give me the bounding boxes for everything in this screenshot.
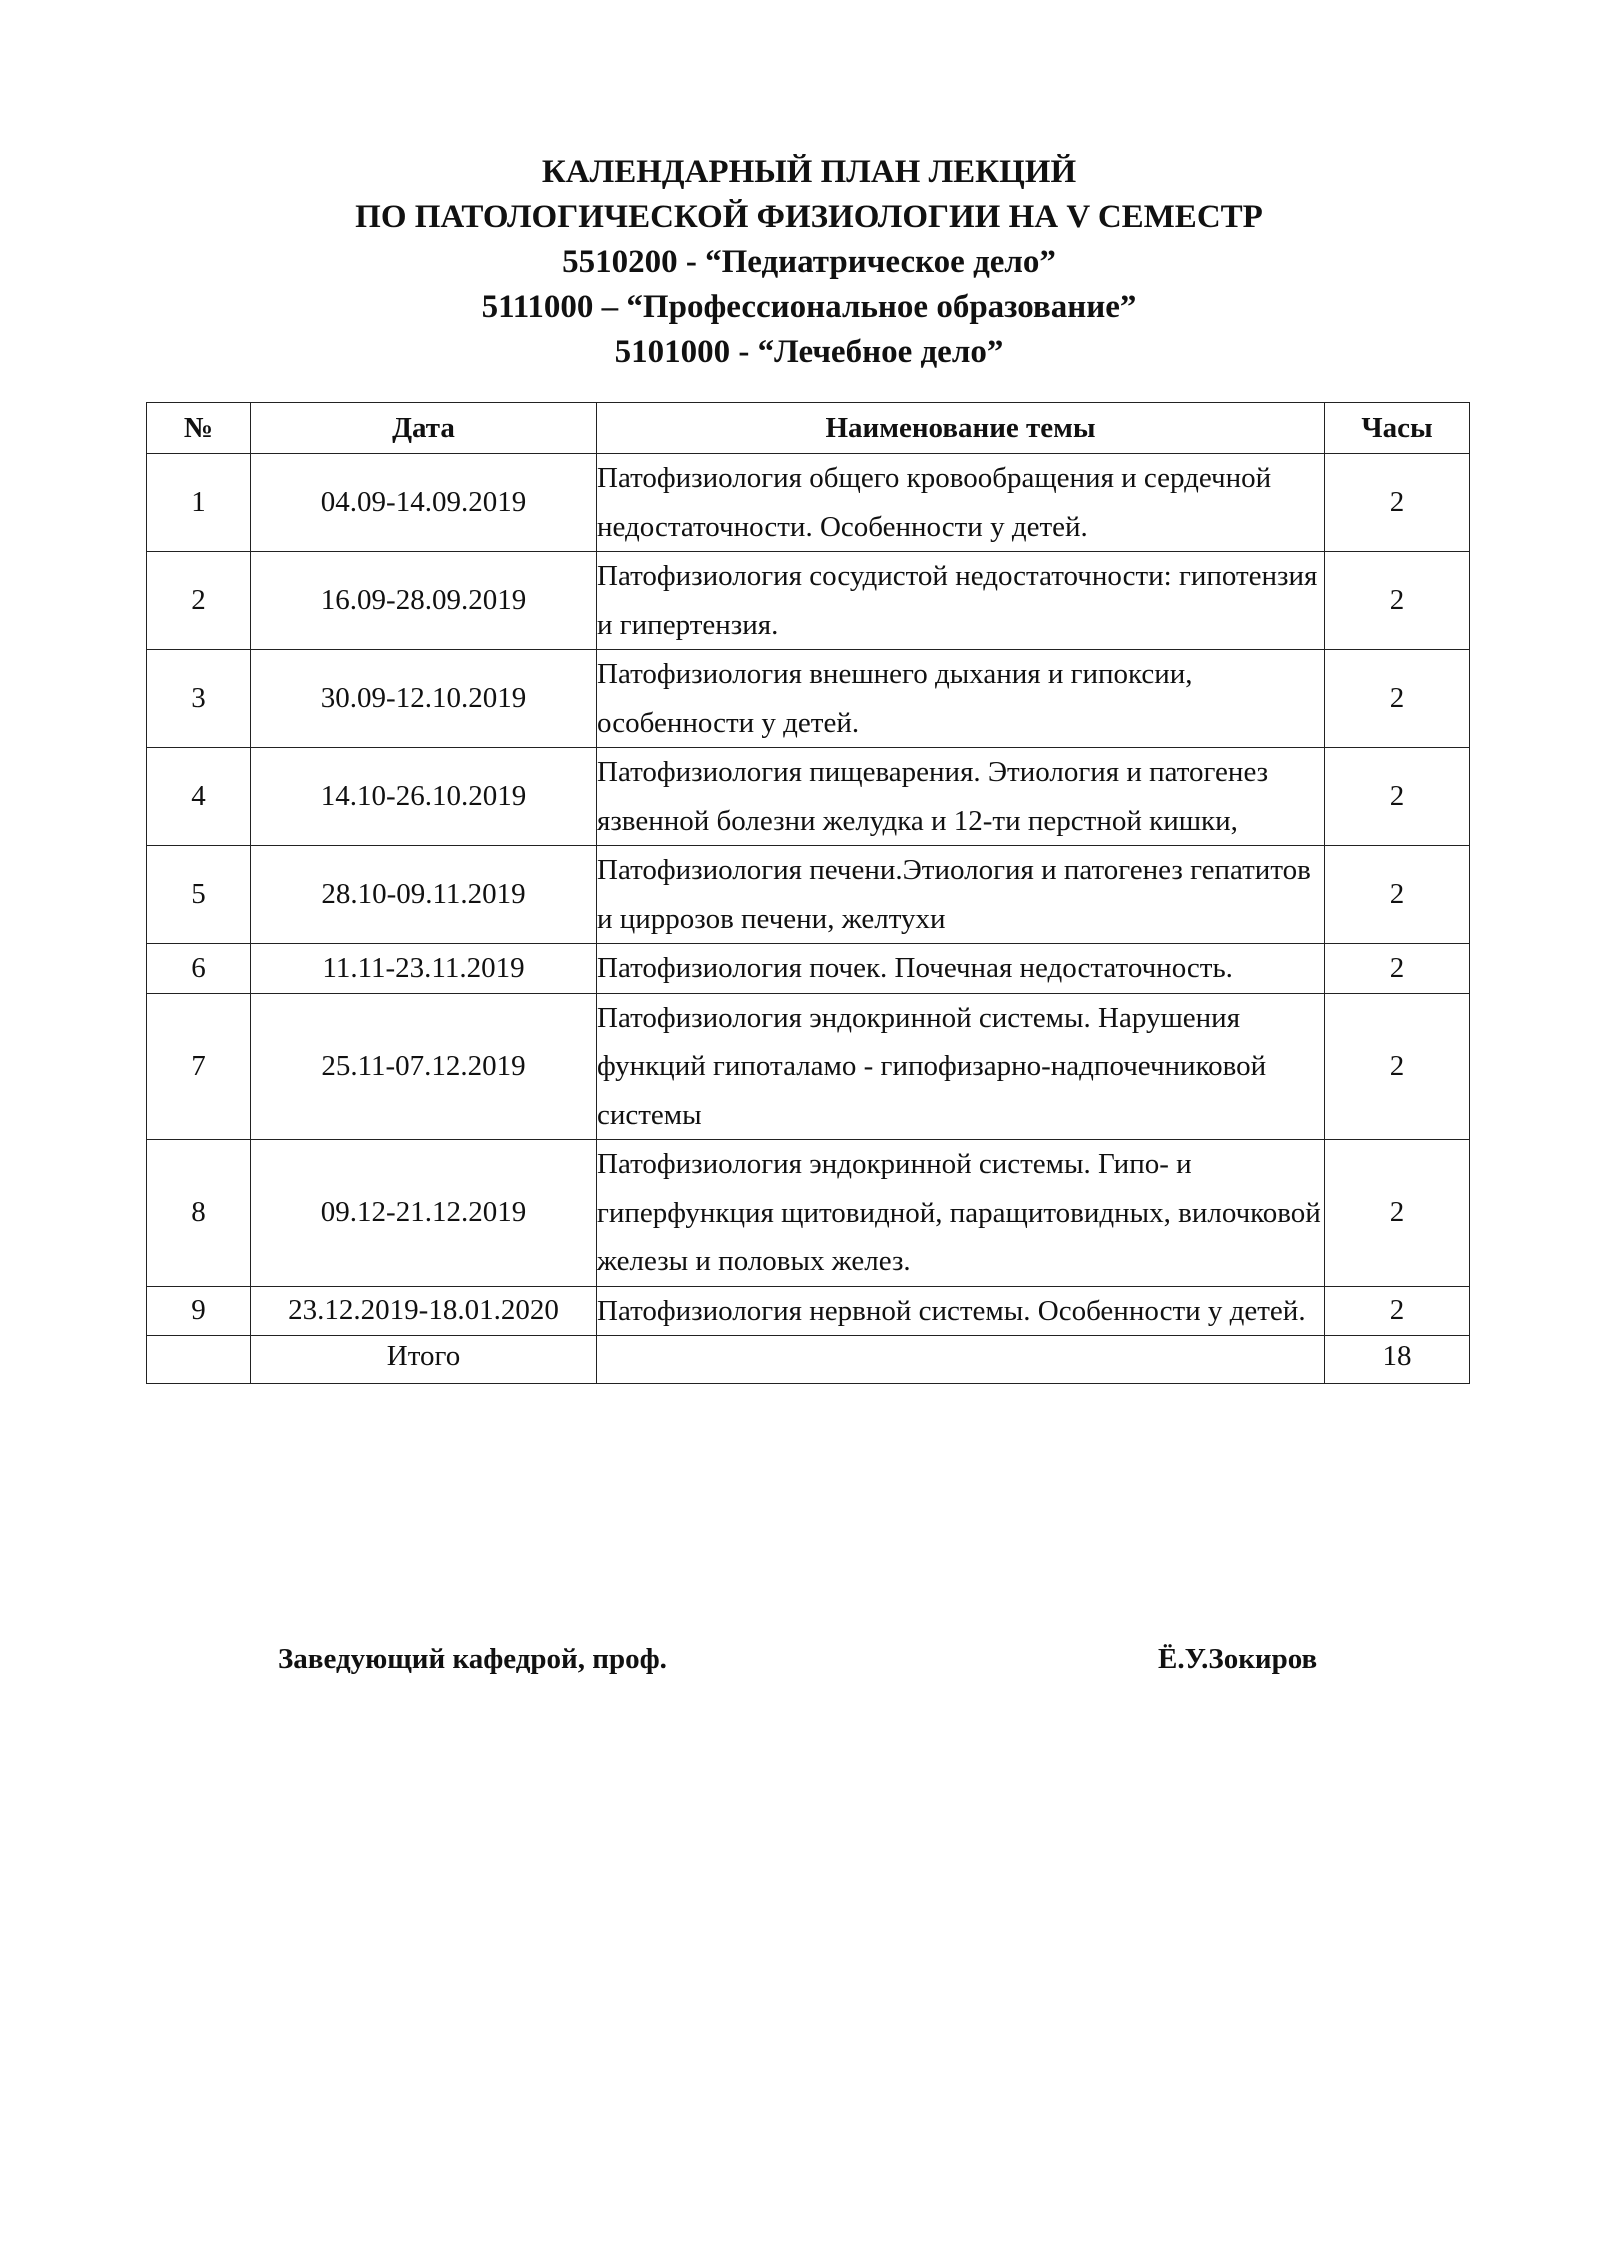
document-title xyxy=(0,150,1600,375)
column-header-number: № xyxy=(147,403,251,454)
lecture-plan-table xyxy=(146,402,1470,1384)
row-hours: 2 xyxy=(1325,846,1470,944)
title-line-1: КАЛЕНДАРНЫЙ ПЛАН ЛЕКЦИЙ xyxy=(541,154,1077,190)
row-date: 25.11-07.12.2019 xyxy=(251,993,597,1140)
table-header-row xyxy=(147,403,1470,454)
row-date: 28.10-09.11.2019 xyxy=(251,846,597,944)
row-hours: 2 xyxy=(1325,454,1470,552)
signature-position: Заведующий кафедрой, проф. xyxy=(278,1643,667,1675)
column-header-hours: Часы xyxy=(1325,403,1470,454)
row-topic: Патофизиология сосудистой недостаточности: гипотензия и гипертензия. xyxy=(597,552,1325,650)
row-date: 14.10-26.10.2019 xyxy=(251,748,597,846)
row-date: 23.12.2019-18.01.2020 xyxy=(251,1286,597,1336)
row-date: 04.09-14.09.2019 xyxy=(251,454,597,552)
row-date: 11.11-23.11.2019 xyxy=(251,944,597,994)
row-topic: Патофизиология пищеварения. Этиология и патогенез язвенной болезни желудка и 12-ти перстной кишки, xyxy=(597,748,1325,846)
row-hours: 2 xyxy=(1325,650,1470,748)
title-line-4: 5111000 – “Профессиональное образование” xyxy=(481,289,1137,325)
row-number: 6 xyxy=(147,944,251,994)
row-number: 7 xyxy=(147,993,251,1140)
column-header-date: Дата xyxy=(251,403,597,454)
table-row xyxy=(147,993,1470,1140)
row-hours: 2 xyxy=(1325,1140,1470,1287)
row-topic: Патофизиология внешнего дыхания и гипоксии, особенности у детей. xyxy=(597,650,1325,748)
total-label: Итого xyxy=(251,1336,597,1384)
row-number: 9 xyxy=(147,1286,251,1336)
table-row xyxy=(147,1286,1470,1336)
row-topic: Патофизиология нервной системы. Особенности у детей. xyxy=(597,1286,1325,1336)
table-row xyxy=(147,650,1470,748)
table-row xyxy=(147,454,1470,552)
row-number: 5 xyxy=(147,846,251,944)
row-topic: Патофизиология эндокринной системы. Нарушения функций гипоталамо - гипофизарно-надпочечниковой системы xyxy=(597,993,1325,1140)
row-number: 2 xyxy=(147,552,251,650)
table-row xyxy=(147,846,1470,944)
total-empty-cell xyxy=(147,1336,251,1384)
total-hours: 18 xyxy=(1325,1336,1470,1384)
signature-name: Ё.У.Зокиров xyxy=(1158,1643,1318,1675)
row-topic: Патофизиология почек. Почечная недостаточность. xyxy=(597,944,1325,994)
title-line-3: 5510200 - “Педиатрическое дело” xyxy=(562,244,1056,280)
row-number: 1 xyxy=(147,454,251,552)
column-header-topic: Наименование темы xyxy=(597,403,1325,454)
table-row xyxy=(147,748,1470,846)
row-number: 3 xyxy=(147,650,251,748)
row-topic: Патофизиология общего кровообращения и сердечной недостаточности. Особенности у детей. xyxy=(597,454,1325,552)
table-row xyxy=(147,552,1470,650)
title-line-2: ПО ПАТОЛОГИЧЕСКОЙ ФИЗИОЛОГИИ НА V СЕМЕСТР xyxy=(355,199,1263,235)
total-topic-cell xyxy=(597,1336,1325,1384)
row-topic: Патофизиология эндокринной системы. Гипо- и гиперфункция щитовидной, паращитовидных, вилочковой железы и половых желез. xyxy=(597,1140,1325,1287)
row-hours: 2 xyxy=(1325,944,1470,994)
title-line-5: 5101000 - “Лечебное дело” xyxy=(614,334,1004,370)
row-date: 09.12-21.12.2019 xyxy=(251,1140,597,1287)
row-hours: 2 xyxy=(1325,1286,1470,1336)
table-row xyxy=(147,944,1470,994)
row-number: 4 xyxy=(147,748,251,846)
row-date: 16.09-28.09.2019 xyxy=(251,552,597,650)
row-topic: Патофизиология печени.Этиология и патогенез гепатитов и циррозов печени, желтухи xyxy=(597,846,1325,944)
row-hours: 2 xyxy=(1325,993,1470,1140)
table-row xyxy=(147,1140,1470,1287)
total-row xyxy=(147,1336,1470,1384)
row-number: 8 xyxy=(147,1140,251,1287)
row-hours: 2 xyxy=(1325,748,1470,846)
row-date: 30.09-12.10.2019 xyxy=(251,650,597,748)
row-hours: 2 xyxy=(1325,552,1470,650)
